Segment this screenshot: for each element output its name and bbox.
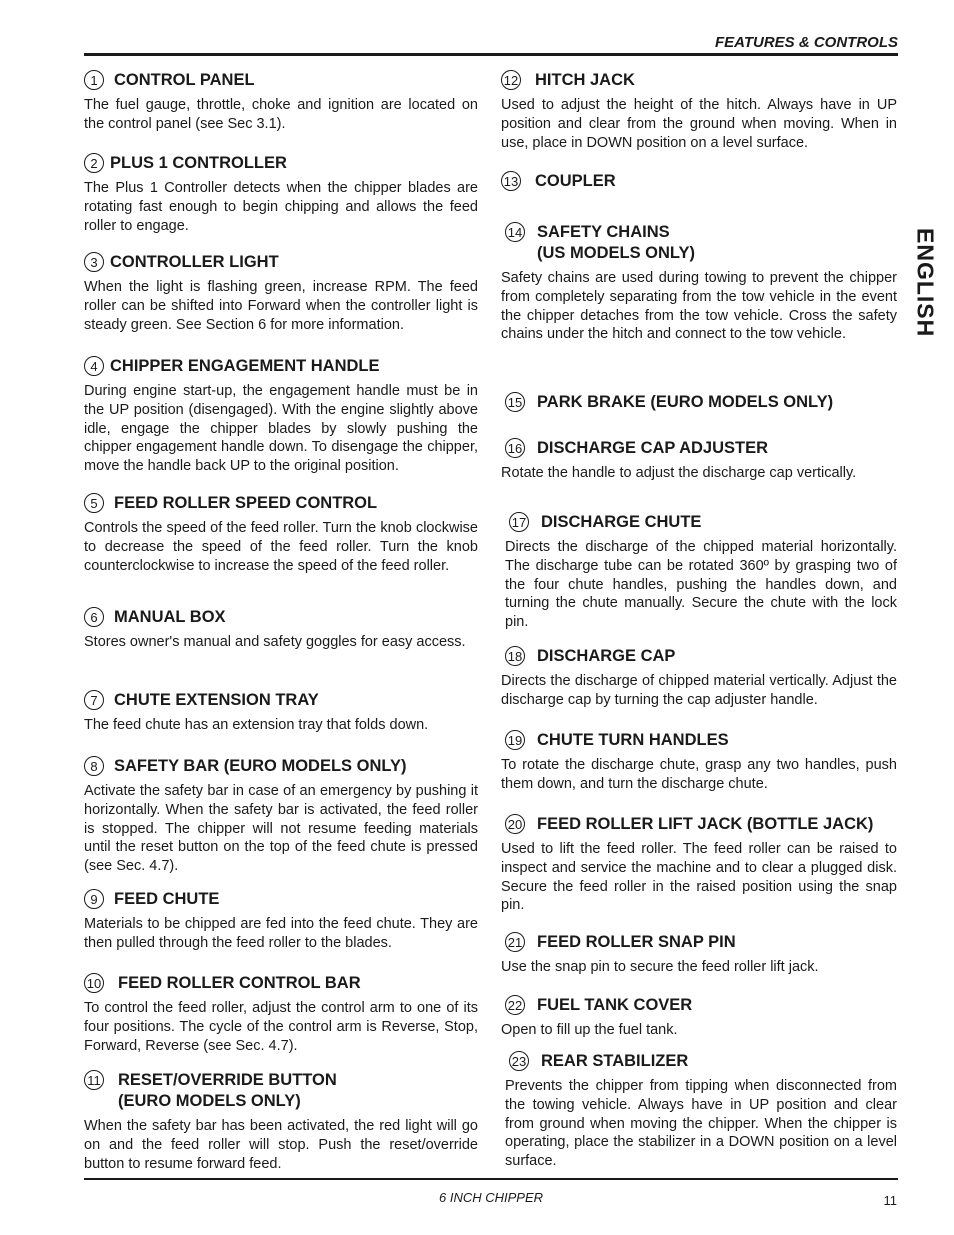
section-number-badge: 16 (505, 438, 525, 458)
section-body: When the light is flashing green, increase RPM. The feed roller can be shifted into Forward when the controller light is steady green. See Section 6 for more information. (84, 279, 478, 333)
section-title: CONTROLLER LIGHT (110, 253, 279, 271)
section-6 (84, 607, 478, 652)
section-body: When the safety bar has been activated, the red light will go on and the feed roller will stop. Push the reset/override button to resume forward feed. (84, 1118, 478, 1172)
section-title: DISCHARGE CAP ADJUSTER (537, 439, 769, 457)
section-body: The fuel gauge, throttle, choke and ignition are located on the control panel (see Sec 3.1). (84, 97, 478, 132)
section-4 (84, 356, 478, 476)
section-body: To rotate the discharge chute, grasp any two handles, push them down, and turn the discharge chute. (501, 757, 897, 792)
section-title: SAFETY BAR (EURO MODELS ONLY) (114, 757, 407, 775)
section-18 (501, 646, 897, 710)
section-body: Prevents the chipper from tipping when disconnected from the towing vehicle. Always have in UP position and clear from ground when moving the chipper. When the chipper is operating, place the stabilizer in a DOWN position on a level surface. (505, 1078, 897, 1170)
section-body: Safety chains are used during towing to prevent the chipper from completely separating from the tow vehicle in the event the chipper detaches from the tow vehicle. Cross the safety chains under the hitch and connect to the tow vehicle. (501, 270, 897, 343)
section-title: HITCH JACK (535, 71, 635, 89)
section-body: Use the snap pin to secure the feed roller lift jack. (501, 959, 819, 975)
section-body: Open to fill up the fuel tank. (501, 1022, 678, 1038)
page-header-title: FEATURES & CONTROLS (714, 34, 898, 51)
section-17 (505, 512, 897, 632)
section-15 (505, 392, 897, 413)
section-22 (501, 995, 897, 1040)
section-title: CHIPPER ENGAGEMENT HANDLE (110, 357, 380, 375)
section-number-badge: 22 (505, 995, 525, 1015)
section-body: Directs the discharge of chipped material vertically. Adjust the discharge cap by turning the cap adjuster handle. (501, 673, 897, 708)
section-14 (501, 222, 897, 344)
section-title: CHUTE EXTENSION TRAY (114, 691, 319, 709)
section-23 (505, 1051, 897, 1171)
section-body: Used to adjust the height of the hitch. Always have in UP position and clear from the ground when moving. When in use, place in DOWN position on a level surface. (501, 97, 897, 151)
section-body: The feed chute has an extension tray that folds down. (84, 717, 429, 733)
section-body: To control the feed roller, adjust the control arm to one of its four positions. The cycle of the control arm is Reverse, Stop, Forward, Reverse (see Sec. 4.7). (84, 1000, 478, 1054)
section-number-badge: 8 (84, 756, 104, 776)
section-title: PLUS 1 CONTROLLER (110, 154, 287, 172)
section-1 (84, 70, 478, 134)
section-number-badge: 23 (509, 1051, 529, 1071)
section-title: FEED ROLLER LIFT JACK (BOTTLE JACK) (537, 815, 874, 833)
section-body: Directs the discharge of the chipped material horizontally. The discharge tube can be rotated 360º by grasping two of the four chute handles, pushing the handles down, and turning the chute manually. Secure the chute with the lock pin. (505, 539, 897, 631)
section-number-badge: 7 (84, 690, 104, 710)
section-title: FEED ROLLER SNAP PIN (537, 933, 736, 951)
section-body: Rotate the handle to adjust the discharge cap vertically. (501, 465, 857, 481)
section-13 (501, 171, 897, 192)
section-7 (84, 690, 478, 735)
header-rule (84, 53, 898, 56)
section-19 (501, 730, 897, 794)
section-number-badge: 5 (84, 493, 104, 513)
section-number-badge: 18 (505, 646, 525, 666)
section-8 (84, 756, 478, 876)
footer-document-title: 6 INCH CHIPPER (438, 1190, 544, 1205)
section-body: Activate the safety bar in case of an emergency by pushing it horizontally. When the safety bar is activated, the feed roller is stopped. The chipper will not resume feeding materials until the reset button on the top of the feed chute is pressed (see Sec. 4.7). (84, 783, 478, 875)
section-number-badge: 9 (84, 889, 104, 909)
footer-rule (84, 1178, 898, 1180)
section-body: Materials to be chipped are fed into the feed chute. They are then pulled through the feed roller to the blades. (84, 916, 478, 951)
section-title: FEED ROLLER SPEED CONTROL (114, 494, 378, 512)
section-title: RESET/OVERRIDE BUTTON (EURO MODELS ONLY) (118, 1071, 337, 1110)
section-number-badge: 21 (505, 932, 525, 952)
section-number-badge: 6 (84, 607, 104, 627)
section-2 (84, 153, 478, 235)
section-number-badge: 19 (505, 730, 525, 750)
section-title: MANUAL BOX (114, 608, 226, 626)
section-number-badge: 17 (509, 512, 529, 532)
section-title: CONTROL PANEL (114, 71, 255, 89)
section-number-badge: 14 (505, 222, 525, 242)
section-20 (501, 814, 897, 915)
section-body: The Plus 1 Controller detects when the chipper blades are rotating fast enough to begin chipping and allows the feed roller to engage. (84, 180, 478, 234)
section-title: COUPLER (535, 172, 616, 190)
section-number-badge: 3 (84, 252, 104, 272)
section-title: REAR STABILIZER (541, 1052, 689, 1070)
section-number-badge: 1 (84, 70, 104, 90)
section-title: DISCHARGE CHUTE (541, 513, 702, 531)
section-3 (84, 252, 478, 334)
section-title: PARK BRAKE (EURO MODELS ONLY) (537, 393, 834, 411)
section-title: FEED ROLLER CONTROL BAR (118, 974, 361, 992)
section-number-badge: 11 (84, 1070, 104, 1090)
section-body: Used to lift the feed roller. The feed roller can be raised to inspect and service the machine and to clear a plugged disk. Secure the feed roller in the raised position using the snap pin. (501, 841, 897, 914)
section-11 (84, 1070, 478, 1173)
section-title: FEED CHUTE (114, 890, 220, 908)
section-5 (84, 493, 478, 575)
section-12 (501, 70, 897, 152)
section-number-badge: 2 (84, 153, 104, 173)
section-body: Controls the speed of the feed roller. Turn the knob clockwise to decrease the speed of the feed roller. Turn the knob counterclockwise to increase the speed of the feed roller. (84, 520, 478, 574)
section-number-badge: 12 (501, 70, 521, 90)
section-number-badge: 15 (505, 392, 525, 412)
section-title: DISCHARGE CAP (537, 647, 676, 665)
section-16 (501, 438, 897, 483)
section-title: CHUTE TURN HANDLES (537, 731, 729, 749)
section-10 (84, 973, 478, 1055)
section-body: Stores owner's manual and safety goggles for easy access. (84, 634, 466, 650)
section-number-badge: 13 (501, 171, 521, 191)
page-number: 11 (883, 1193, 897, 1208)
section-number-badge: 4 (84, 356, 104, 376)
section-title: SAFETY CHAINS (US MODELS ONLY) (537, 223, 695, 262)
section-title: FUEL TANK COVER (537, 996, 693, 1014)
section-9 (84, 889, 478, 953)
section-number-badge: 10 (84, 973, 104, 993)
language-side-tab: ENGLISH (912, 228, 939, 338)
section-number-badge: 20 (505, 814, 525, 834)
section-21 (501, 932, 897, 977)
section-body: During engine start-up, the engagement handle must be in the UP position (disengaged). With the engine slightly above idle, engage the chipper blades by slowly pushing the chipper engagement handle down. To disengage the chipper, move the handle back UP to the original position. (84, 383, 478, 475)
